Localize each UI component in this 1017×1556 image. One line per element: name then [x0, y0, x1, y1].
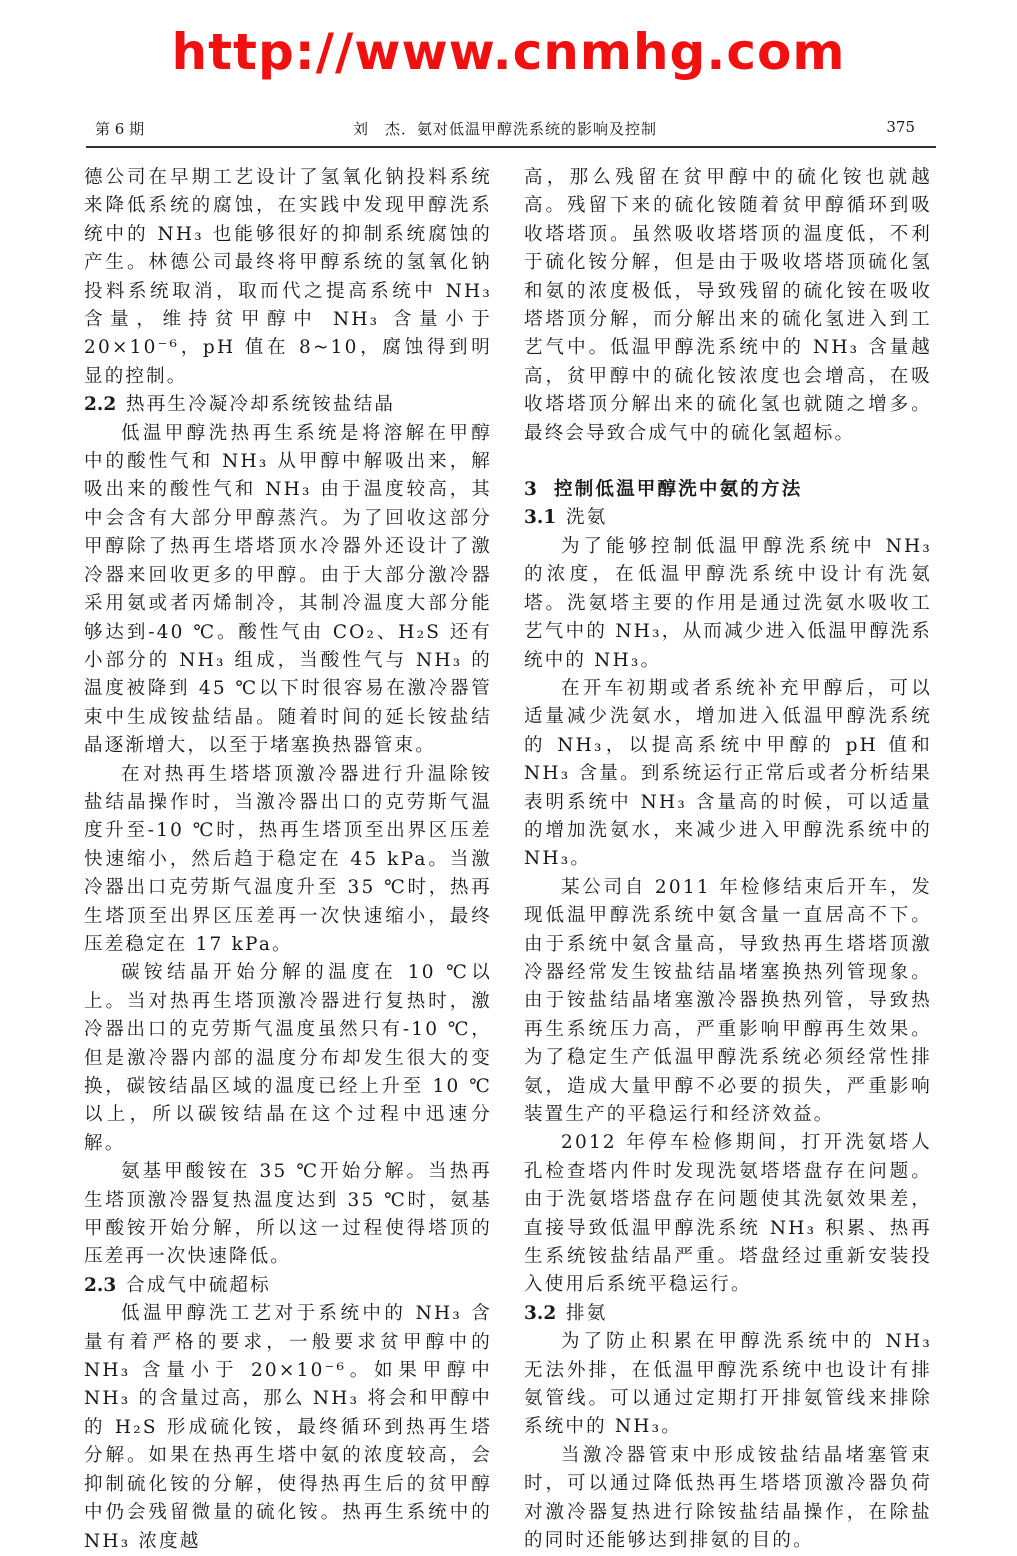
paragraph: 当激冷器管束中形成铵盐结晶堵塞管束时，可以通过降低热再生塔塔顶激冷器负荷对激冷器复热进行除铵盐结晶操作，在除盐的同时还能够达到排氨的目的。 [524, 1444, 932, 1552]
section-number: 3 [524, 479, 540, 501]
section-title: 合成气中硫超标 [126, 1274, 271, 1296]
section-title: 控制低温甲醇洗中氨的方法 [554, 479, 803, 501]
paragraph: 氨基甲酸铵在 35 ℃开始分解。当热再生塔顶激冷器复热温度达到 35 ℃时，氨基甲酸铵开始分解，所以这一过程使得塔顶的压差再一次快速降低。 [84, 1161, 492, 1268]
issue-number: 第 6 期 [95, 120, 145, 138]
paragraph: 低温甲醇洗热再生系统是将溶解在甲醇中的酸性气和 NH₃ 从甲醇中解吸出来，解吸出来的酸性气和 NH₃ 由于温度较高，其中会含有大部分甲醇蒸汽。为了回收这部分甲醇除了热再生塔塔顶水冷器外还设计了激冷器来回收更多的甲醇。由于大部分激冷器采用氨或者丙烯制冷，其制冷温度大部分能够达到-40 ℃。酸性气由 CO₂、H₂S 还有小部分的 NH₃ 组成，当酸性气与 NH₃ 的温度被降到 45 ℃以下时很容易在激冷器管束中生成铵盐结晶。随着时间的延长铵盐结晶逐渐增大，以至于堵塞换热器管束。 [84, 422, 492, 757]
section-heading-3-2 [524, 1300, 932, 1328]
section-heading-3-1 [524, 504, 932, 532]
running-title: 刘 杰．氨对低温甲醇洗系统的影响及控制 [353, 120, 658, 138]
left-column [84, 164, 492, 1556]
paragraph: 高，那么残留在贫甲醇中的硫化铵也就越高。残留下来的硫化铵随着贫甲醇循环到吸收塔塔顶。虽然吸收塔塔顶的温度低，不利于硫化铵分解，但是由于吸收塔塔顶硫化氢和氨的浓度极低，导致残留的硫化铵在吸收塔塔顶分解，而分解出来的硫化氢进入到工艺气中。低温甲醇洗系统中的 NH₃ 含量越高，贫甲醇中的硫化铵浓度也会增高，在吸收塔塔顶分解出来的硫化氢也就随之增多。最终会导致合成气中的硫化氢超标。 [524, 167, 932, 444]
section-heading-3 [524, 476, 932, 504]
page-number: 375 [886, 118, 915, 136]
right-column [524, 164, 932, 1556]
section-number: 3.1 [524, 507, 557, 529]
section-heading-2-3 [84, 1272, 492, 1300]
paragraph: 低温甲醇洗工艺对于系统中的 NH₃ 含量有着严格的要求，一般要求贫甲醇中的 NH₃ 含量小于 20×10⁻⁶。如果甲醇中 NH₃ 的含量过高，那么 NH₃ 将会和甲醇中的 H₂S 形成硫化铵，最终循环到热再生塔分解。如果在热再生塔中氨的浓度较高，会抑制硫化铵的分解，使得热再生后的贫甲醇中仍会残留微量的硫化铵。热再生系统中的 NH₃ 浓度越 [84, 1303, 492, 1552]
watermark: http://www.cnmhg.com [171, 23, 846, 81]
section-heading-2-2 [84, 391, 492, 419]
paragraph: 为了能够控制低温甲醇洗系统中 NH₃ 的浓度，在低温甲醇洗系统中设计有洗氨塔。洗氨塔主要的作用是通过洗氨水吸收工艺气中的 NH₃，从而减少进入低温甲醇洗系统中的 NH₃。 [524, 535, 932, 671]
section-number: 2.3 [84, 1274, 117, 1296]
paragraph: 某公司自 2011 年检修结束后开车，发现低温甲醇洗系统中氨含量一直居高不下。由于系统中氨含量高，导致热再生塔塔顶激冷器经常发生铵盐结晶堵塞换热列管现象。由于铵盐结晶堵塞激冷器换热列管，导致热再生系统压力高，严重影响甲醇再生效果。为了稳定生产低温甲醇洗系统必须经常性排氨，造成大量甲醇不必要的损失，严重影响装置生产的平稳运行和经济效益。 [524, 876, 932, 1125]
paragraph: 在对热再生塔塔顶激冷器进行升温除铵盐结晶操作时，当激冷器出口的克劳斯气温度升至-10 ℃时，热再生塔顶至出界区压差快速缩小，然后趋于稳定在 45 kPa。当激冷器出口克劳斯气温度升至 35 ℃时，热再生塔顶至出界区压差再一次快速缩小，最终压差稳定在 17 kPa。 [84, 763, 492, 955]
paragraph: 2012 年停车检修期间，打开洗氨塔人孔检查塔内件时发现洗氨塔塔盘存在问题。由于洗氨塔塔盘存在问题使其洗氨效果差，直接导致低温甲醇洗系统 NH₃ 积累、热再生系统铵盐结晶严重。塔盘经过重新安装投入使用后系统平稳运行。 [524, 1132, 932, 1296]
section-title: 洗氨 [566, 507, 608, 529]
section-title: 热再生冷凝冷却系统铵盐结晶 [126, 394, 396, 416]
section-number: 2.2 [84, 394, 117, 416]
paragraph: 碳铵结晶开始分解的温度在 10 ℃以上。当对热再生塔顶激冷器进行复热时，激冷器出口的克劳斯气温度虽然只有-10 ℃，但是激冷器内部的温度分布却发生很大的变换，碳铵结晶区域的温度已经上升至 10 ℃以上，所以碳铵结晶在这个过程中迅速分解。 [84, 962, 492, 1154]
header-rule [86, 146, 936, 148]
paragraph: 德公司在早期工艺设计了氢氧化钠投料系统来降低系统的腐蚀，在实践中发现甲醇洗系统中的 NH₃ 也能够很好的抑制系统腐蚀的产生。林德公司最终将甲醇系统的氢氧化钠投料系统取消，取而代之提高系统中 NH₃ 含量，维持贫甲醇中 NH₃ 含量小于 20×10⁻⁶，pH 值在 8~10，腐蚀得到明显的控制。 [84, 167, 492, 387]
section-title: 排氨 [566, 1302, 608, 1324]
section-number: 3.2 [524, 1302, 557, 1324]
paragraph: 为了防止积累在甲醇洗系统中的 NH₃ 无法外排，在低温甲醇洗系统中也设计有排氨管线。可以通过定期打开排氨管线来排除系统中的 NH₃。 [524, 1331, 932, 1438]
paragraph: 在开车初期或者系统补充甲醇后，可以适量减少洗氨水，增加进入低温甲醇洗系统的 NH₃，以提高系统中甲醇的 pH 值和 NH₃ 含量。到系统运行正常后或者分析结果表明系统中 NH₃ 含量高的时候，可以适量的增加洗氨水，来减少进入甲醇洗系统中的 NH₃。 [524, 677, 932, 870]
running-header [95, 118, 915, 142]
